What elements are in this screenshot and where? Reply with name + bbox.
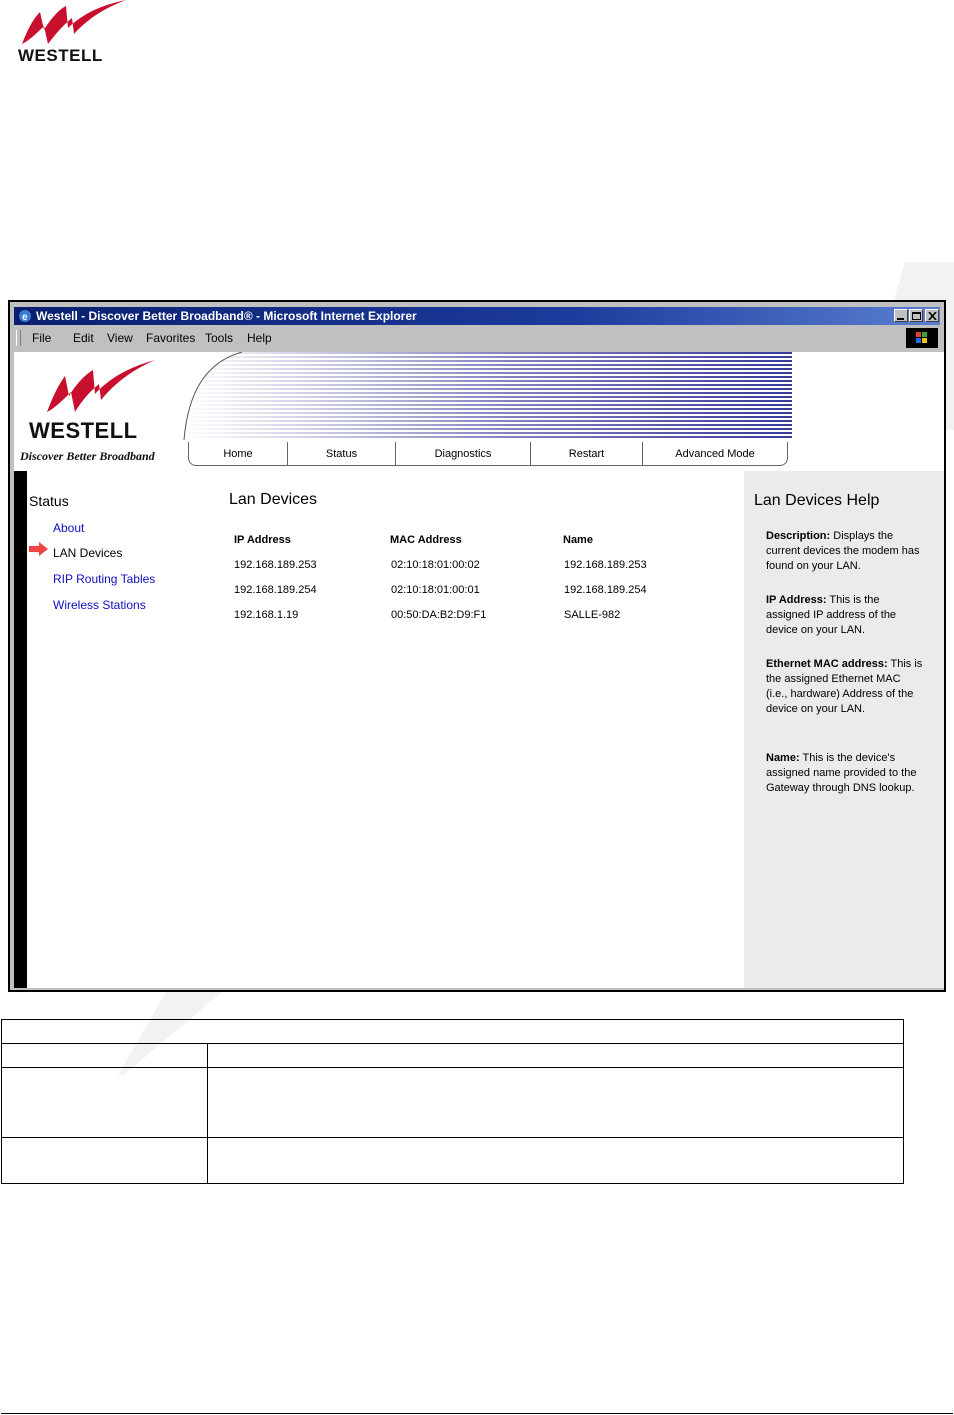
table-cell-ip: 192.168.189.253 [234, 559, 317, 571]
windows-throbber-icon [906, 328, 938, 348]
brand-wordmark: WESTELL [29, 418, 138, 443]
table-cell-name: 192.168.189.254 [564, 584, 647, 596]
westell-swoosh-icon [14, 0, 134, 46]
help-text: Displays the current devices the modem has found on your LAN. [766, 530, 920, 572]
page-title: Lan Devices [229, 491, 318, 508]
sidebar-item-wireless-stations[interactable]: Wireless Stations [53, 598, 146, 612]
document-table [1, 1019, 904, 1184]
table-cell-ip: 192.168.1.19 [234, 609, 299, 621]
help-term: Name: [766, 752, 800, 764]
westell-logo [14, 0, 134, 70]
help-mac-address [766, 657, 924, 717]
help-name [766, 751, 924, 796]
table-divider [2, 1043, 903, 1044]
column-header-ip: IP Address [234, 534, 291, 546]
menu-help[interactable]: Help [247, 331, 272, 345]
column-header-name: Name [563, 534, 593, 546]
site-logo[interactable] [17, 356, 184, 466]
table-cell-name: 192.168.189.253 [564, 559, 647, 571]
maximize-icon [912, 312, 921, 320]
westell-swoosh-icon [17, 356, 167, 420]
table-column-divider [207, 1043, 208, 1183]
brand-tagline: Discover Better Broadband [20, 449, 155, 463]
sidebar-item-about[interactable]: About [53, 521, 85, 535]
table-cell-mac: 02:10:18:01:00:02 [391, 559, 480, 571]
svg-text:e: e [22, 312, 28, 323]
menu-bar [14, 327, 940, 349]
help-term: Description: [766, 530, 831, 542]
footer-rule [1, 1413, 953, 1414]
sidebar-heading: Status [29, 493, 69, 509]
menu-favorites[interactable]: Favorites [146, 331, 196, 345]
help-text: This is the device's assigned name provided to the Gateway through DNS lookup. [766, 752, 917, 794]
window-title: Westell - Discover Better Broadband® - Microsoft Internet Explorer [36, 309, 417, 323]
close-button[interactable] [925, 309, 939, 322]
sidebar-item-lan-devices[interactable]: LAN Devices [53, 546, 123, 560]
menu-file[interactable]: File [32, 331, 52, 345]
ie-icon [18, 309, 32, 323]
minimize-icon [897, 312, 905, 320]
page-viewport [14, 352, 944, 988]
close-icon [928, 312, 937, 320]
nav-status[interactable]: Status [287, 442, 396, 466]
nav-diagnostics[interactable]: Diagnostics [395, 442, 531, 466]
title-bar [14, 307, 940, 325]
table-cell-name: SALLE-982 [564, 609, 621, 621]
help-description [766, 529, 924, 574]
nav-restart[interactable]: Restart [530, 442, 643, 466]
logo-wordmark: WESTELL [18, 46, 103, 65]
help-panel [744, 471, 944, 988]
help-term: Ethernet MAC address: [766, 658, 888, 670]
table-cell-mac: 00:50:DA:B2:D9:F1 [391, 609, 487, 621]
sidebar-item-rip-routing-tables[interactable]: RIP Routing Tables [53, 572, 156, 586]
table-divider [2, 1137, 903, 1138]
column-header-mac: MAC Address [390, 534, 462, 546]
table-divider [2, 1067, 903, 1068]
header-banner-graphic [182, 352, 792, 444]
menu-edit[interactable]: Edit [73, 331, 94, 345]
nav-home[interactable]: Home [188, 442, 288, 466]
menu-view[interactable]: View [107, 331, 133, 345]
menu-tools[interactable]: Tools [205, 331, 234, 345]
nav-advanced-mode[interactable]: Advanced Mode [642, 442, 788, 466]
main-nav [184, 442, 790, 467]
toolbar-grip[interactable] [16, 330, 21, 346]
help-term: IP Address: [766, 594, 827, 606]
browser-window [8, 300, 946, 992]
table-cell-mac: 02:10:18:01:00:01 [391, 584, 480, 596]
help-title: Lan Devices Help [754, 492, 880, 509]
help-text: This is the assigned Ethernet MAC (i.e., hardware) Address of the device on your LAN. [766, 658, 923, 715]
current-page-arrow-icon [29, 542, 49, 556]
help-ip-address [766, 593, 924, 638]
left-border [14, 471, 27, 988]
help-text: This is the assigned IP address of the device on your LAN. [766, 594, 897, 636]
maximize-button[interactable] [909, 309, 923, 322]
site-header [14, 352, 944, 471]
table-cell-ip: 192.168.189.254 [234, 584, 317, 596]
minimize-button[interactable] [894, 309, 908, 322]
